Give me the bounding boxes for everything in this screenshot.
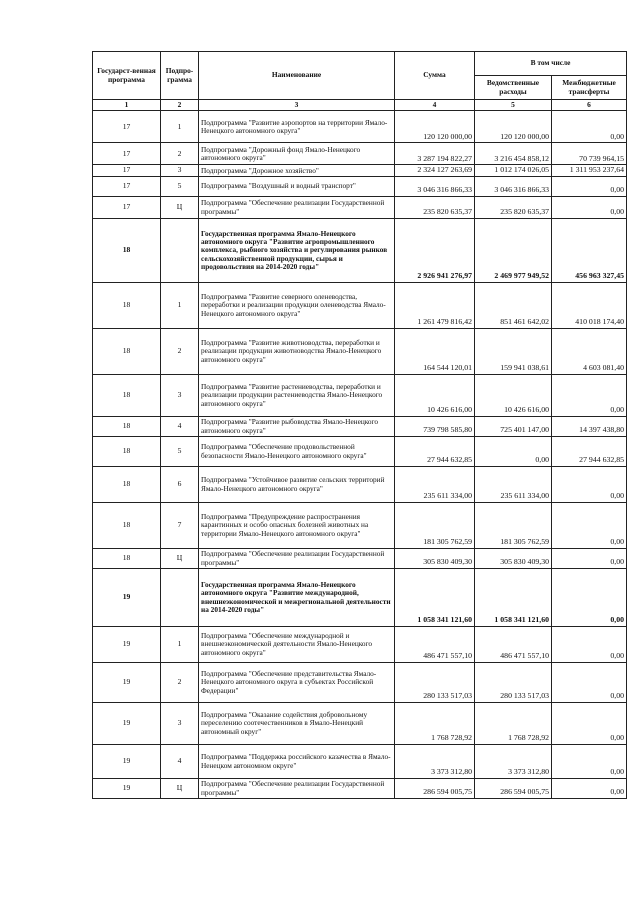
table-row	[93, 437, 627, 467]
subprogram-cell: 1	[161, 627, 199, 663]
name-cell: Подпрограмма "Обеспечение реализации Государственной программы"	[199, 779, 395, 799]
dept-cell: 1 768 728,92	[475, 703, 552, 745]
program-cell: 18	[93, 219, 161, 283]
name-cell: Подпрограмма "Развитие растениеводства, переработки и реализации продукции растениеводства Ямало-Ненецкого автономного округа"	[199, 375, 395, 417]
table-row	[93, 329, 627, 375]
transfer-cell: 0,00	[552, 569, 627, 627]
subprogram-cell: 6	[161, 467, 199, 503]
dept-cell: 725 401 147,00	[475, 417, 552, 437]
transfer-cell: 0,00	[552, 177, 627, 197]
name-cell: Подпрограмма "Дорожный фонд Ямало-Ненецкого автономного округа"	[199, 143, 395, 165]
name-cell: Подпрограмма "Устойчивое развитие сельских территорий Ямало-Ненецкого автономного округа"	[199, 467, 395, 503]
index-cell: 5	[475, 100, 552, 111]
index-cell: 2	[161, 100, 199, 111]
header-dept: Ведомственные расходы	[475, 76, 552, 100]
subprogram-cell: 3	[161, 703, 199, 745]
name-cell: Подпрограмма "Развитие аэропортов на территории Ямало-Ненецкого автономного округа"	[199, 111, 395, 143]
header-transfer: Межбюджетные трансферты	[552, 76, 627, 100]
program-cell: 17	[93, 177, 161, 197]
transfer-cell: 4 603 081,40	[552, 329, 627, 375]
subprogram-cell: 4	[161, 745, 199, 779]
program-cell: 19	[93, 745, 161, 779]
dept-cell: 1 058 341 121,60	[475, 569, 552, 627]
table-row	[93, 627, 627, 663]
sum-cell: 120 120 000,00	[395, 111, 475, 143]
name-cell: Подпрограмма "Обеспечение реализации Государственной программы"	[199, 549, 395, 569]
program-cell: 17	[93, 165, 161, 177]
subprogram-cell: 5	[161, 177, 199, 197]
transfer-cell: 0,00	[552, 663, 627, 703]
subprogram-cell: 2	[161, 329, 199, 375]
header-program: Государст-венная программа	[93, 52, 161, 100]
program-cell: 19	[93, 627, 161, 663]
program-cell: 19	[93, 703, 161, 745]
dept-cell: 120 120 000,00	[475, 111, 552, 143]
dept-cell: 159 941 038,61	[475, 329, 552, 375]
program-cell: 19	[93, 663, 161, 703]
name-cell: Подпрограмма "Дорожное хозяйство"	[199, 165, 395, 177]
program-cell: 18	[93, 375, 161, 417]
table-row	[93, 703, 627, 745]
name-cell: Подпрограмма "Предупреждение распространения карантинных и особо опасных болезней животных на территории Ямало-Ненецкого автономного округа"	[199, 503, 395, 549]
sum-cell: 286 594 005,75	[395, 779, 475, 799]
index-cell: 6	[552, 100, 627, 111]
transfer-cell: 0,00	[552, 779, 627, 799]
sum-cell: 10 426 616,00	[395, 375, 475, 417]
program-cell: 18	[93, 437, 161, 467]
transfer-cell: 0,00	[552, 503, 627, 549]
table-row	[93, 779, 627, 799]
table-row	[93, 503, 627, 549]
header-name: Наименование	[199, 52, 395, 100]
sum-cell: 486 471 557,10	[395, 627, 475, 663]
transfer-cell: 1 311 953 237,64	[552, 165, 627, 177]
subprogram-cell: 7	[161, 503, 199, 549]
table-row	[93, 197, 627, 219]
subprogram-cell: 1	[161, 283, 199, 329]
subprogram-cell: 2	[161, 143, 199, 165]
dept-cell: 181 305 762,59	[475, 503, 552, 549]
dept-cell: 2 469 977 949,52	[475, 219, 552, 283]
transfer-cell: 0,00	[552, 627, 627, 663]
name-cell: Подпрограмма "Развитие северного оленеводства, переработки и реализации продукции оленеводства Ямало-Ненецкого автономного округа"	[199, 283, 395, 329]
dept-cell: 1 012 174 026,05	[475, 165, 552, 177]
table-row	[93, 283, 627, 329]
name-cell: Государственная программа Ямало-Ненецкого автономного округа "Развитие агропромышленного комплекса, рыбного хозяйства и регулирования рынков сельскохозяйственной продукции, сырья и продовольствия на 2014-2020 годы"	[199, 219, 395, 283]
dept-cell: 280 133 517,03	[475, 663, 552, 703]
subprogram-cell: 3	[161, 165, 199, 177]
sum-cell: 305 830 409,30	[395, 549, 475, 569]
sum-cell: 1 261 479 816,42	[395, 283, 475, 329]
sum-cell: 181 305 762,59	[395, 503, 475, 549]
transfer-cell: 0,00	[552, 745, 627, 779]
sum-cell: 280 133 517,03	[395, 663, 475, 703]
header-including: В том числе	[475, 52, 627, 76]
transfer-cell: 0,00	[552, 549, 627, 569]
table-row	[93, 165, 627, 177]
program-cell: 18	[93, 467, 161, 503]
subprogram-cell	[161, 569, 199, 627]
transfer-cell: 14 397 438,80	[552, 417, 627, 437]
sum-cell: 235 611 334,00	[395, 467, 475, 503]
transfer-cell: 27 944 632,85	[552, 437, 627, 467]
subprogram-cell: 4	[161, 417, 199, 437]
table-row	[93, 375, 627, 417]
name-cell: Подпрограмма "Обеспечение международной и внешнеэкономической деятельности Ямало-Ненецкого автономного округа"	[199, 627, 395, 663]
sum-cell: 3 373 312,80	[395, 745, 475, 779]
sum-cell: 235 820 635,37	[395, 197, 475, 219]
name-cell: Подпрограмма "Обеспечение представительства Ямало-Ненецкого автономного округа в субъектах Российской Федерации"	[199, 663, 395, 703]
program-cell: 18	[93, 417, 161, 437]
program-cell: 17	[93, 197, 161, 219]
name-cell: Государственная программа Ямало-Ненецкого автономного округа "Развитие международной, внешнеэкономической и межрегиональной деятельности на 2014-2020 годы"	[199, 569, 395, 627]
transfer-cell: 0,00	[552, 703, 627, 745]
subprogram-cell	[161, 219, 199, 283]
sum-cell: 2 324 127 263,69	[395, 165, 475, 177]
table-row	[93, 417, 627, 437]
dept-cell: 3 373 312,80	[475, 745, 552, 779]
table-row	[93, 111, 627, 143]
header-subprogram: Подпро-грамма	[161, 52, 199, 100]
dept-cell: 305 830 409,30	[475, 549, 552, 569]
table-row	[93, 569, 627, 627]
program-cell: 18	[93, 329, 161, 375]
budget-table	[92, 51, 627, 799]
dept-cell: 0,00	[475, 437, 552, 467]
sum-cell: 3 046 316 866,33	[395, 177, 475, 197]
transfer-cell: 70 739 964,15	[552, 143, 627, 165]
table-row	[93, 549, 627, 569]
subprogram-cell: Ц	[161, 197, 199, 219]
program-cell: 18	[93, 503, 161, 549]
sum-cell: 2 926 941 276,97	[395, 219, 475, 283]
table-row	[93, 177, 627, 197]
name-cell: Подпрограмма "Обеспечение реализации Государственной программы"	[199, 197, 395, 219]
sum-cell: 164 544 120,01	[395, 329, 475, 375]
sum-cell: 27 944 632,85	[395, 437, 475, 467]
name-cell: Подпрограмма "Оказание содействия добровольному переселению соотечественников в Ямало-Ненецкий автономный округ"	[199, 703, 395, 745]
subprogram-cell: Ц	[161, 549, 199, 569]
transfer-cell: 0,00	[552, 197, 627, 219]
program-cell: 19	[93, 569, 161, 627]
table-row	[93, 745, 627, 779]
transfer-cell: 410 018 174,40	[552, 283, 627, 329]
dept-cell: 10 426 616,00	[475, 375, 552, 417]
dept-cell: 3 216 454 858,12	[475, 143, 552, 165]
table-row	[93, 143, 627, 165]
table-body	[93, 111, 627, 799]
name-cell: Подпрограмма "Обеспечение продовольственной безопасности Ямало-Ненецкого автономного округа"	[199, 437, 395, 467]
subprogram-cell: 2	[161, 663, 199, 703]
transfer-cell: 0,00	[552, 375, 627, 417]
table-row	[93, 219, 627, 283]
name-cell: Подпрограмма "Воздушный и водный транспорт"	[199, 177, 395, 197]
program-cell: 17	[93, 143, 161, 165]
sum-cell: 3 287 194 822,27	[395, 143, 475, 165]
program-cell: 18	[93, 549, 161, 569]
dept-cell: 486 471 557,10	[475, 627, 552, 663]
transfer-cell: 0,00	[552, 111, 627, 143]
subprogram-cell: Ц	[161, 779, 199, 799]
dept-cell: 3 046 316 866,33	[475, 177, 552, 197]
table-row	[93, 467, 627, 503]
sum-cell: 739 798 585,80	[395, 417, 475, 437]
sum-cell: 1 058 341 121,60	[395, 569, 475, 627]
dept-cell: 235 820 635,37	[475, 197, 552, 219]
subprogram-cell: 1	[161, 111, 199, 143]
sum-cell: 1 768 728,92	[395, 703, 475, 745]
program-cell: 19	[93, 779, 161, 799]
index-cell: 1	[93, 100, 161, 111]
subprogram-cell: 3	[161, 375, 199, 417]
dept-cell: 851 461 642,02	[475, 283, 552, 329]
program-cell: 18	[93, 283, 161, 329]
transfer-cell: 456 963 327,45	[552, 219, 627, 283]
index-cell: 4	[395, 100, 475, 111]
name-cell: Подпрограмма "Развитие рыбоводства Ямало-Ненецкого автономного округа"	[199, 417, 395, 437]
subprogram-cell: 5	[161, 437, 199, 467]
dept-cell: 235 611 334,00	[475, 467, 552, 503]
name-cell: Подпрограмма "Развитие животноводства, переработки и реализации продукции животноводства Ямало-Ненецкого автономного округа"	[199, 329, 395, 375]
index-cell: 3	[199, 100, 395, 111]
table-row	[93, 663, 627, 703]
transfer-cell: 0,00	[552, 467, 627, 503]
program-cell: 17	[93, 111, 161, 143]
dept-cell: 286 594 005,75	[475, 779, 552, 799]
name-cell: Подпрограмма "Поддержка российского казачества в Ямало-Ненецком автономном округе"	[199, 745, 395, 779]
header-sum: Сумма	[395, 52, 475, 100]
